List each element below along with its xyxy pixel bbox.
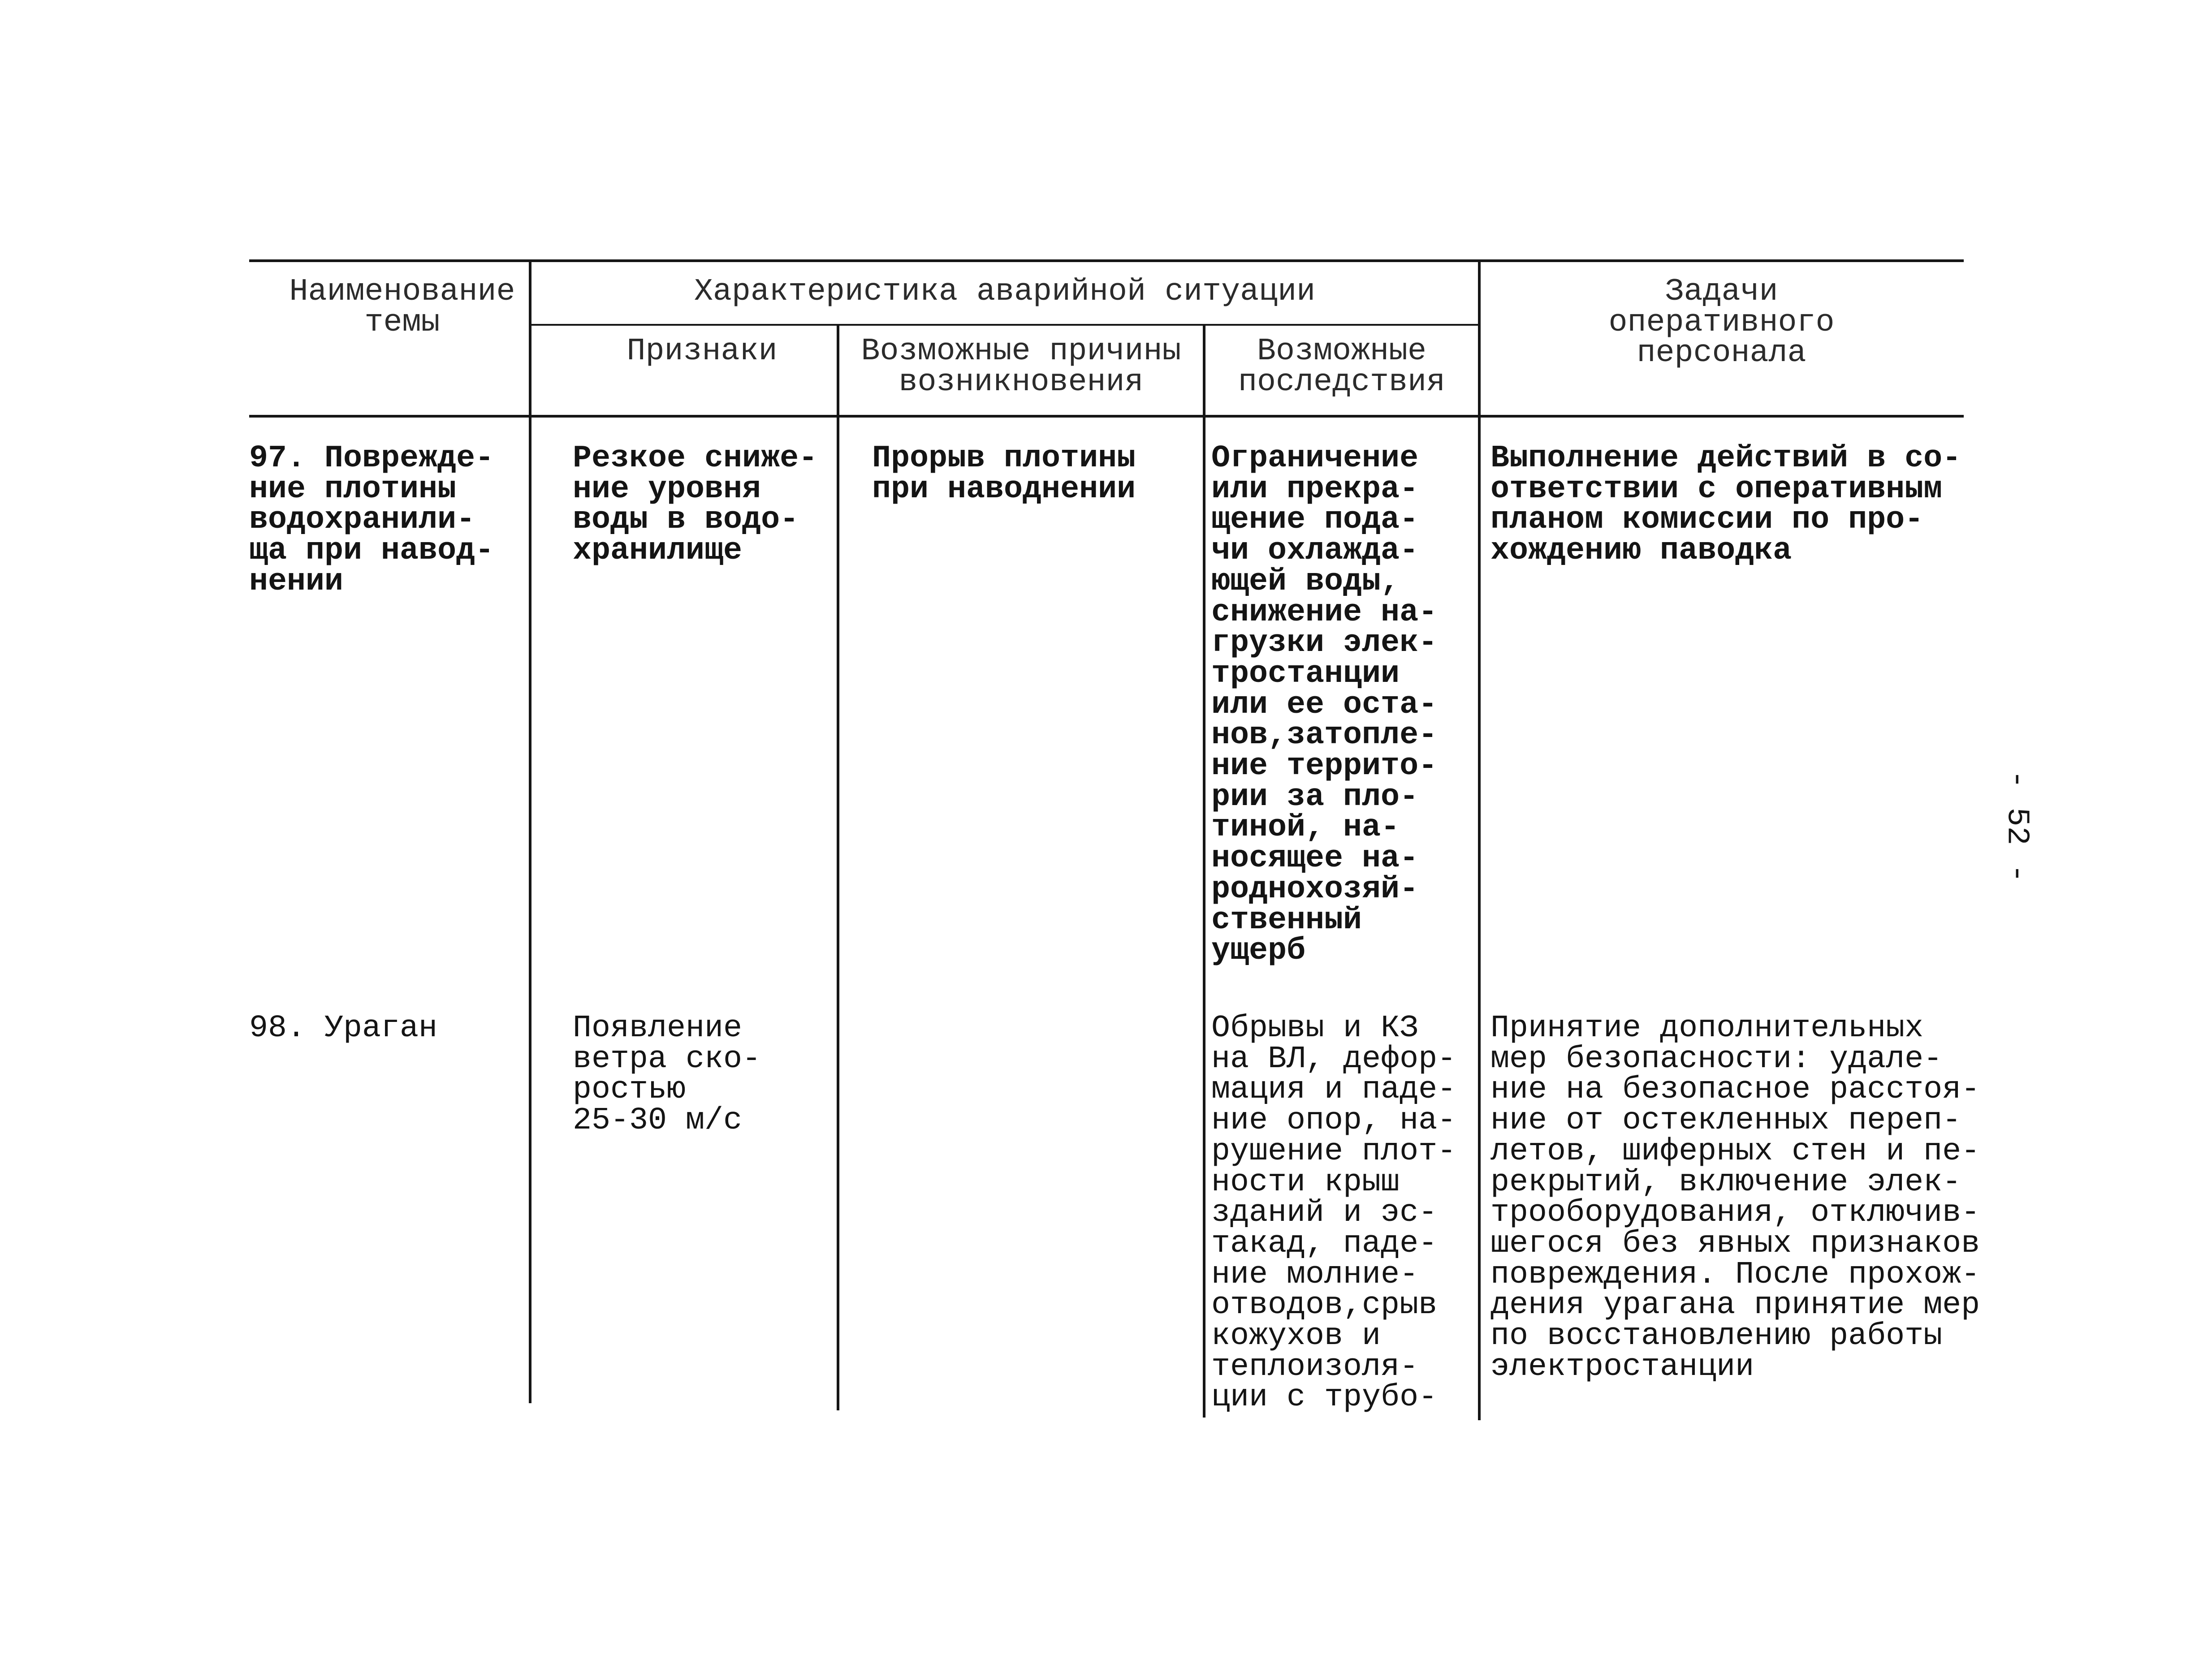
row-topic-cell: 97. Поврежде- ние плотины водохранили- ща при навод- нении bbox=[249, 441, 494, 599]
header-topic: Наименование темы bbox=[289, 274, 515, 340]
header-consequences: Возможные последствия bbox=[1238, 334, 1446, 400]
row-signs-cell: Резкое сниже- ние уровня воды в водо- хранилище bbox=[573, 441, 818, 569]
row-consequences-cell: Ограничение или прекра- щение пода- чи охлажда- ющей воды, снижение на- грузки элек- тростанции или ее оста- нов,затопле- ние террито- рии за пло- тиной, на- носящее на- роднохозяй- ственный ущерб bbox=[1211, 441, 1438, 969]
page-number: - 52 - bbox=[1999, 770, 2035, 883]
header-causes: Возможные причины возникновения bbox=[861, 334, 1181, 400]
row-consequences-cell: Обрывы и КЗ на ВЛ, дефор- мация и паде- ние опор, на- рушение плот- ности крыш зданий и эс- такад, паде- ние молние- отводов,срыв кожухов и теплоизоля- ции с трубо- bbox=[1211, 1011, 1456, 1416]
row-topic-cell: 98. Ураган bbox=[249, 1011, 438, 1046]
row-signs-cell: Появление ветра ско- ростью 25-30 м/с bbox=[573, 1011, 761, 1139]
header-tasks: Задачи оперативного персонала bbox=[1608, 274, 1835, 371]
row-tasks-cell: Выполнение действий в со- ответствии с оперативным планом комиссии по про- хождению паводка bbox=[1491, 441, 1961, 569]
row-causes-cell: Прорыв плотины при наводнении bbox=[872, 441, 1136, 507]
header-signs: Признаки bbox=[626, 334, 778, 369]
header-situation-group: Характеристика аварийной ситуации bbox=[694, 274, 1316, 310]
row-tasks-cell: Принятие дополнительных мер безопасности: удале- ние на безопасное расстоя- ние от остекленных переп- летов, шиферных стен и пе- рекрытий, включение элек- трооборудования, отключив- шегося без явных признаков повреждения. После прохож- дения урагана принятие мер по восстановлению работы электростанции bbox=[1491, 1011, 1980, 1385]
